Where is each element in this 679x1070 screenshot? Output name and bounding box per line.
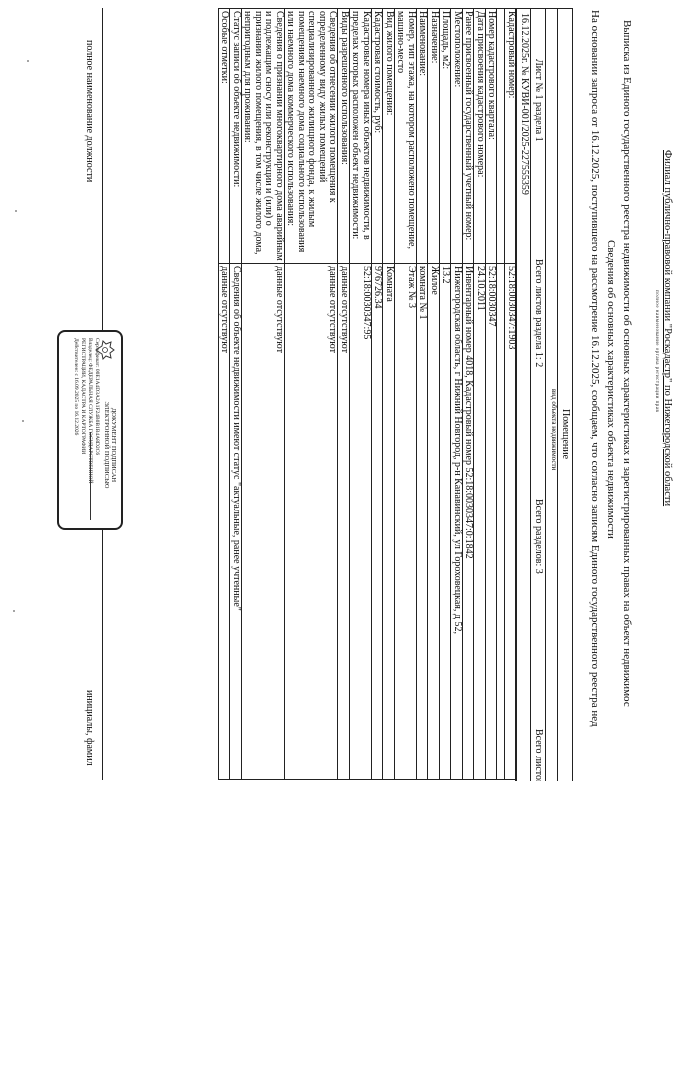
table-row [474, 9, 486, 780]
row-label: Местоположение: [451, 9, 463, 264]
initials-caption: инициалы, фамил [84, 690, 95, 766]
stamp-owner-cont: РЕГИСТРАЦИИ, КАДАСТРА И КАРТОГРАФИИ [80, 338, 86, 455]
row-value: 13.2 [440, 264, 452, 780]
row-value: Этаж № 3 [395, 264, 417, 780]
table-spacer [497, 9, 505, 780]
stamp-line: ДОКУМЕНТ ПОДПИСАН [110, 407, 117, 483]
coat-of-arms-icon [93, 338, 117, 362]
row-value: данные отсутствуют [219, 264, 231, 780]
stamp-certificate: Сертификат: 00E1A4D3A2A1F24B0B1B4A8D2C6 [94, 338, 100, 456]
extract-title: Выписка из Единого государственного реестра недвижимости об основных характеристиках и зарегистрированных правах на объект недвижимос [621, 20, 633, 707]
table-row [428, 9, 440, 780]
object-type-caption: вид объекта недвижимости [550, 389, 558, 471]
table-row [383, 9, 395, 780]
row-label: Сведения об отнесении жилого помещения к определенному виду жилых помещений специализированного жилищного фонда, к жилым помещениям наемного дома социального использования или наемного дома коммерческого использования: [285, 9, 339, 264]
row-value: Жилое [428, 264, 440, 780]
sections-total: Всего разделов: 3 [533, 499, 544, 574]
row-label: Вид жилого помещения: [383, 9, 395, 264]
row-label: Номер, тип этажа, на котором расположено помещение, машино-место [395, 9, 417, 264]
sheets-total: Всего листов [533, 729, 544, 781]
cadastral-number-label: Кадастровый номер: [505, 9, 517, 264]
table-row [338, 9, 350, 780]
row-value: 976726.34 [372, 264, 384, 780]
row-label: Ранее присвоенный государственный учетный номер: [463, 9, 475, 264]
row-label: Сведения о признании многоквартирного дома аварийным и подлежащим сносу или реконструкции и (или) о признании жилого помещения, в том числе жилого дома, непригодным для проживания: [242, 9, 285, 264]
row-value: 24.10.2011 [474, 264, 486, 780]
sheets-in-section: Всего листов раздела 1: 2 [533, 259, 544, 368]
scan-speck [27, 60, 29, 62]
row-label: Виды разрешенного использования: [338, 9, 350, 264]
cadastral-number-value: 52:18:0030347:1903 [505, 264, 517, 780]
request-date-number: 16.12.2025г. № КУВИ-001/2025-227555359 [519, 13, 530, 195]
stamp-divider [90, 432, 91, 520]
position-caption: полное наименование должности [84, 40, 95, 183]
row-label: Особые отметки: [219, 9, 231, 264]
row-value: Инвентарный номер 4018, Кадастровый номер 52:18:0030347:0:1842 [463, 264, 475, 780]
characteristics-table [218, 8, 517, 780]
scan-speck [15, 210, 17, 212]
table-row [417, 9, 429, 780]
stamp-owner: Владелец: ФЕДЕРАЛЬНАЯ СЛУЖБА ГОСУДАРСТВЕННОЙ [87, 338, 93, 484]
row-value: данные отсутствуют [338, 264, 350, 780]
table-row [451, 9, 463, 780]
row-value: комната № 1 [417, 264, 429, 780]
row-label: Назначение: [428, 9, 440, 264]
basis-text: На основании запроса от 16.12.2025, поступившего на рассмотрение 16.12.2025, сообщаем, что согласно записям Единого государственного реестра нед [589, 10, 601, 727]
table-row [395, 9, 417, 780]
row-label: Статус записи об объекте недвижимости: [230, 9, 242, 264]
table-row [505, 9, 517, 780]
row-label: Кадастровые номера иных объектов недвижимости, в пределах которых расположен объект недвижимости: [350, 9, 372, 264]
row-value: данные отсутствуют [242, 264, 285, 780]
table-row [372, 9, 384, 780]
row-label: Наименование: [417, 9, 429, 264]
object-type: Помещение [560, 409, 571, 460]
object-type-row [557, 9, 572, 781]
row-value: данные отсутствуют [285, 264, 339, 780]
row-value: Сведения об объекте недвижимости имеют статус "актуальные, ранее учтенные" [230, 264, 242, 780]
table-row [440, 9, 452, 780]
electronic-signature-stamp [57, 330, 123, 530]
row-value: 52:18:0030347:95 [350, 264, 372, 780]
sheet-number: Лист № 1 раздела 1 [533, 59, 544, 142]
table-row [242, 9, 285, 780]
table-row [285, 9, 339, 780]
table-row [219, 9, 231, 780]
table-row [486, 9, 498, 780]
row-label: Дата присвоения кадастрового номера: [474, 9, 486, 264]
table-row [463, 9, 475, 780]
row-value: 52:18:0030347 [486, 264, 498, 780]
row-label: Номер кадастрового квартала: [486, 9, 498, 264]
organization-caption: полное наименование органа регистрации прав [654, 290, 659, 413]
section-title: Сведения об основных характеристиках объекта недвижимости [605, 240, 617, 539]
table-row [230, 9, 242, 780]
stamp-line: ЭЛЕКТРОННОЙ ПОДПИСЬЮ [103, 401, 110, 489]
object-type-caption-row [545, 9, 559, 781]
row-value: Комната [383, 264, 395, 780]
row-label: Кадастровая стоимость, руб: [372, 9, 384, 264]
stamp-validity: Действителен: с 16.09.2025 по 16.12.2026 [73, 338, 79, 436]
organization-name: Филиал публично-правовой компании "Роскадастр" по Нижегородской области [662, 150, 673, 507]
scan-speck [13, 610, 15, 612]
sheet-info-box [515, 8, 573, 781]
row-label: Площадь, м2: [440, 9, 452, 264]
table-row [350, 9, 372, 780]
request-number-row [516, 9, 531, 781]
sheet-counters-row [530, 9, 545, 781]
scan-speck [22, 420, 24, 422]
row-value: Нижегородская область, г Нижний Новгород, р-н Канавинский, ул Гороховецкая, д 52, [451, 264, 463, 780]
